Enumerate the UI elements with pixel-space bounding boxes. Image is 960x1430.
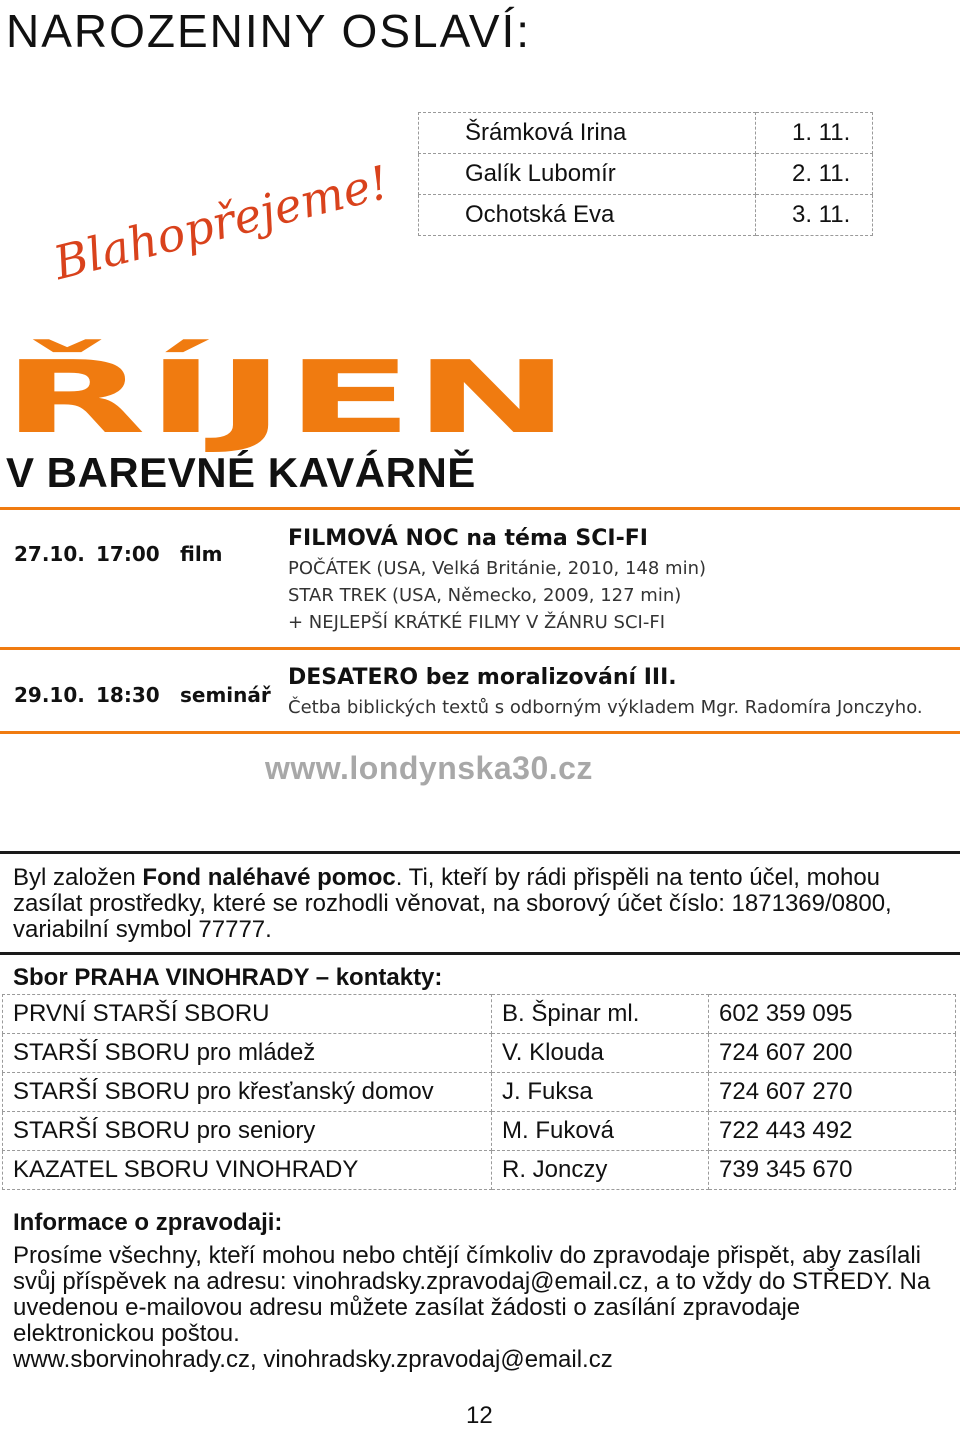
contact-role: KAZATEL SBORU VINOHRADY: [3, 1151, 492, 1190]
page-title: NAROZENINY OSLAVÍ:: [6, 5, 532, 57]
table-row: [3, 1112, 956, 1151]
divider: [0, 731, 960, 734]
event-detail: STAR TREK (USA, Německo, 2009, 127 min): [288, 585, 682, 606]
info-links[interactable]: www.sborvinohrady.cz, vinohradsky.zpravodaj@email.cz: [13, 1346, 613, 1373]
info-text: Prosíme všechny, kteří mohou nebo chtějí čímkoliv do zpravodaje přispět, aby zasílali svůj příspěvek na adresu: vinohradsky.zpravodaj@email.cz, a to vždy do STŘEDY. Na uvedenou e-mailovou adresu můžete zasílat žádosti o zasílání zpravodaje elektronickou poštou.: [13, 1242, 931, 1347]
divider: [0, 952, 960, 955]
divider: [0, 647, 960, 650]
fund-text: . Ti, kteří by rádi přispěli na tento účel, mohou zasílat prostředky, které se rozhodli věnovat, na sborový účet číslo: 1871369/0800, variabilní symbol 77777.: [13, 864, 892, 943]
birthday-date: 1. 11.: [756, 113, 873, 154]
contact-role: STARŠÍ SBORU pro seniory: [3, 1112, 492, 1151]
contact-name: R. Jonczy: [492, 1151, 709, 1190]
birthday-table: [418, 112, 873, 236]
month-header: ŘÍJEN: [2, 339, 570, 456]
contact-phone: 724 607 200: [709, 1034, 956, 1073]
contact-name: J. Fuksa: [492, 1073, 709, 1112]
contact-phone: 739 345 670: [709, 1151, 956, 1190]
table-row: [3, 995, 956, 1034]
event-type: film: [180, 542, 223, 566]
event-detail: + NEJLEPŠÍ KRÁTKÉ FILMY V ŽÁNRU SCI-FI: [288, 612, 665, 633]
contacts-table: [2, 994, 956, 1190]
divider: [0, 507, 960, 510]
birthday-date: 3. 11.: [756, 195, 873, 236]
table-row: [419, 113, 873, 154]
contact-phone: 602 359 095: [709, 995, 956, 1034]
contact-phone: 724 607 270: [709, 1073, 956, 1112]
info-heading: Informace o zpravodaji:: [13, 1209, 283, 1236]
birthday-name: Šrámková Irina: [419, 113, 756, 154]
birthday-date: 2. 11.: [756, 154, 873, 195]
contact-name: M. Fuková: [492, 1112, 709, 1151]
contact-role: STARŠÍ SBORU pro mládež: [3, 1034, 492, 1073]
event-date: 27.10.: [14, 542, 85, 566]
birthday-name: Ochotská Eva: [419, 195, 756, 236]
table-row: [3, 1073, 956, 1112]
divider: [0, 851, 960, 854]
table-row: [3, 1151, 956, 1190]
greeting-handwritten-graphic: [38, 154, 394, 291]
contact-phone: 722 443 492: [709, 1112, 956, 1151]
month-header-graphic: [0, 339, 580, 456]
website-link[interactable]: www.londynska30.cz: [265, 750, 593, 786]
contact-name: V. Klouda: [492, 1034, 709, 1073]
table-row: [419, 154, 873, 195]
event-detail: Četba biblických textů s odborným výkladem Mgr. Radomíra Jonczyho.: [288, 697, 923, 718]
contacts-heading: Sbor PRAHA VINOHRADY – kontakty:: [13, 964, 443, 991]
contact-name: B. Špinar ml.: [492, 995, 709, 1034]
event-type: seminář: [180, 683, 271, 707]
page-number: 12: [466, 1402, 493, 1429]
event-detail: POČÁTEK (USA, Velká Británie, 2010, 148 min): [288, 558, 707, 579]
table-row: [419, 195, 873, 236]
contact-role: STARŠÍ SBORU pro křesťanský domov: [3, 1073, 492, 1112]
fund-intro: Byl založen: [13, 864, 143, 891]
greeting-text: Blahopřejeme!: [48, 154, 394, 291]
birthday-name: Galík Lubomír: [419, 154, 756, 195]
event-title: DESATERO bez moralizování III.: [288, 665, 677, 690]
event-title: FILMOVÁ NOC na téma SCI-FI: [288, 526, 648, 551]
event-time: 18:30: [96, 683, 160, 707]
venue-title: V BAREVNÉ KAVÁRNĚ: [6, 449, 476, 496]
fund-notice: [13, 865, 943, 943]
contact-role: PRVNÍ STARŠÍ SBORU: [3, 995, 492, 1034]
event-time: 17:00: [96, 542, 160, 566]
event-date: 29.10.: [14, 683, 85, 707]
fund-name: Fond naléhavé pomoc: [142, 864, 396, 891]
table-row: [3, 1034, 956, 1073]
